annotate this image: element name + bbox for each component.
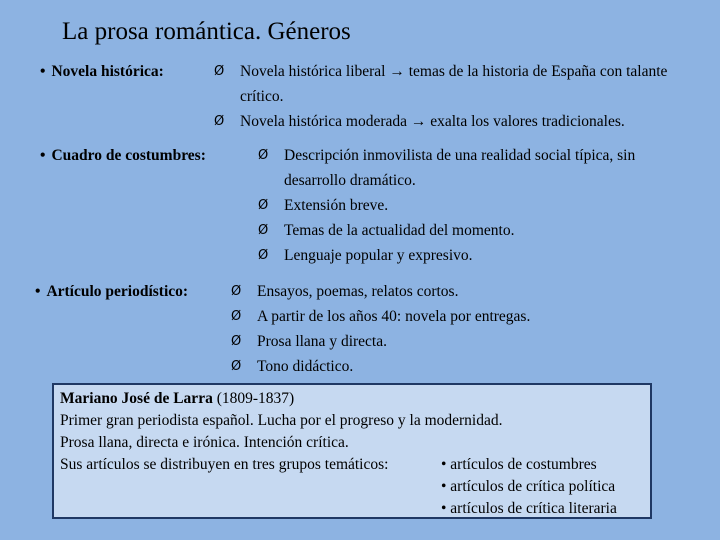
bullet-icon: •: [35, 283, 41, 300]
arrow-bullet-icon: Ø: [258, 223, 269, 238]
thematic-groups-list: [441, 454, 617, 520]
list-item: Ø Ensayos, poemas, relatos cortos.: [231, 279, 701, 304]
list-item: • artículos de crítica política: [441, 478, 616, 495]
list-item: • artículos de costumbres: [441, 456, 597, 473]
bullet-icon: •: [40, 147, 46, 164]
list-item: Ø A partir de los años 40: novela por entregas.: [231, 304, 701, 329]
groups-line: [60, 454, 644, 517]
page-title: La prosa romántica. Géneros: [62, 18, 351, 45]
info-line: Primer gran periodista español. Lucha por el progreso y la modernidad.: [60, 412, 503, 429]
arrow-bullet-icon: Ø: [231, 334, 242, 349]
arrow-bullet-icon: Ø: [231, 359, 242, 374]
list-item: Ø Novela histórica liberal → temas de la historia de España con talante crítico.: [214, 59, 684, 109]
section-label: • Artículo periodístico:: [35, 283, 189, 300]
author-dates: (1809-1837): [216, 390, 295, 407]
arrow-bullet-icon: Ø: [231, 309, 242, 324]
list-item: Ø Tono didáctico.: [231, 354, 701, 379]
section-label: • Cuadro de costumbres:: [40, 147, 206, 164]
arrow-bullet-icon: Ø: [258, 148, 269, 163]
arrow-bullet-icon: Ø: [258, 198, 269, 213]
list-item: Ø Prosa llana y directa.: [231, 329, 701, 354]
larra-info-box: [52, 383, 652, 519]
list-item: Ø Descripción inmovilista de una realidad social típica, sin desarrollo dramático.: [258, 143, 688, 193]
section-items: [214, 59, 684, 134]
list-item: Ø Extensión breve.: [258, 193, 688, 218]
info-line: Sus artículos se distribuyen en tres grupos temáticos:: [60, 456, 389, 473]
list-item: • artículos de crítica literaria: [441, 500, 617, 517]
arrow-bullet-icon: Ø: [258, 248, 269, 263]
list-item: Ø Novela histórica moderada → exalta los valores tradicionales.: [214, 109, 684, 134]
section-items: [231, 279, 701, 379]
section-label: • Novela histórica:: [40, 63, 164, 80]
arrow-bullet-icon: Ø: [231, 284, 242, 299]
author-name: Mariano José de Larra: [60, 390, 213, 407]
arrow-bullet-icon: Ø: [214, 114, 225, 129]
author-heading: [60, 388, 644, 410]
bullet-icon: •: [40, 63, 46, 80]
list-item: Ø Lenguaje popular y expresivo.: [258, 243, 688, 268]
arrow-bullet-icon: Ø: [214, 64, 225, 79]
info-line: Prosa llana, directa e irónica. Intención crítica.: [60, 434, 349, 451]
section-items: [258, 143, 688, 268]
list-item: Ø Temas de la actualidad del momento.: [258, 218, 688, 243]
